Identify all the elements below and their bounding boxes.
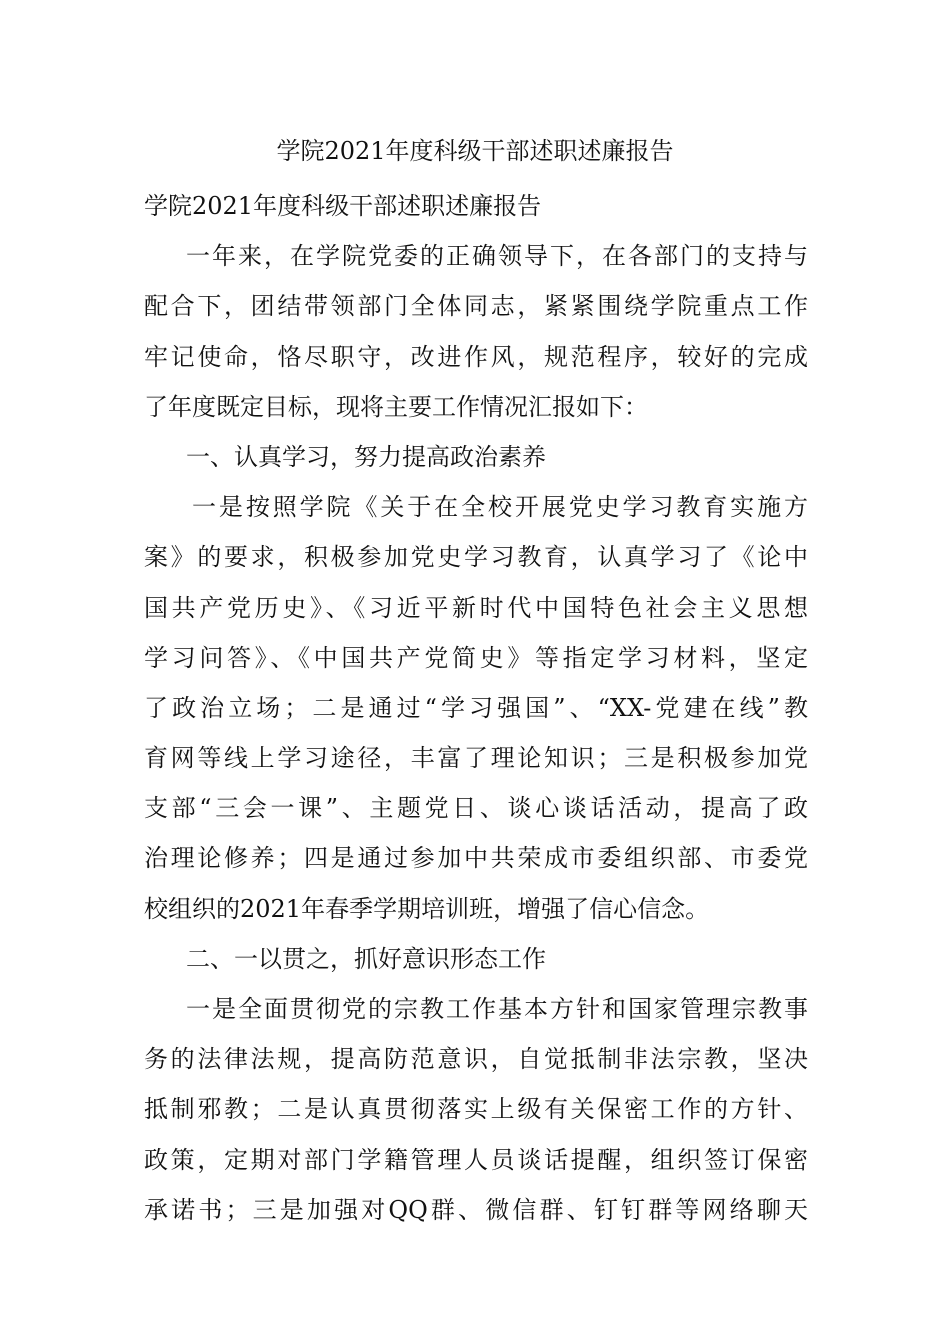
- body-line: 一是全面贯彻党的宗教工作基本方针和国家管理宗教事: [186, 995, 808, 1023]
- body-line: 学习问答》、《中国共产党简史》等指定学习材料，坚定: [144, 643, 808, 672]
- body-line: 案》的要求，积极参加党史学习教育，认真学习了《论中: [144, 543, 808, 572]
- section-heading-1: 一、认真学习，努力提高政治素养: [186, 442, 546, 471]
- body-line: 支部“三会一课”、主题党日、谈心谈话活动，提高了政: [144, 794, 808, 823]
- body-line: 国共产党历史》、《习近平新时代中国特色社会主义思想: [144, 593, 808, 622]
- body-line: 牢记使命，恪尽职守，改进作风，规范程序，较好的完成: [144, 342, 808, 371]
- body-line: 校组织的2021年春季学期培训班，增强了信心信念。: [144, 894, 710, 923]
- body-line: 了政治立场；二是通过“学习强国”、“XX-党建在线”教: [144, 693, 808, 722]
- body-line: 务的法律法规，提高防范意识，自觉抵制非法宗教，坚决: [144, 1045, 808, 1074]
- body-line: 政策，定期对部门学籍管理人员谈话提醒，组织签订保密: [144, 1145, 808, 1174]
- body-line: 抵制邪教；二是认真贯彻落实上级有关保密工作的方针、: [144, 1095, 808, 1124]
- body-line: 一年来，在学院党委的正确领导下，在各部门的支持与: [186, 242, 808, 271]
- body-line: 育网等线上学习途径，丰富了理论知识；三是积极参加党: [144, 744, 808, 773]
- body-line: 配合下，团结带领部门全体同志，紧紧围绕学院重点工作: [144, 292, 808, 321]
- document-body: [144, 181, 808, 1235]
- body-line: 了年度既定目标，现将主要工作情况汇报如下：: [144, 392, 648, 421]
- body-line: 承诺书；三是加强对QQ群、微信群、钉钉群等网络聊天: [144, 1195, 808, 1224]
- document-title: 学院2021年度科级干部述职述廉报告: [276, 137, 674, 165]
- body-line-subtitle: 学院2021年度科级干部述职述廉报告: [144, 192, 542, 220]
- body-line: 一是按照学院《关于在全校开展党史学习教育实施方: [192, 493, 808, 522]
- body-line: 治理论修养；四是通过参加中共荣成市委组织部、市委党: [144, 844, 808, 873]
- section-heading-2: 二、一以贯之，抓好意识形态工作: [186, 944, 546, 973]
